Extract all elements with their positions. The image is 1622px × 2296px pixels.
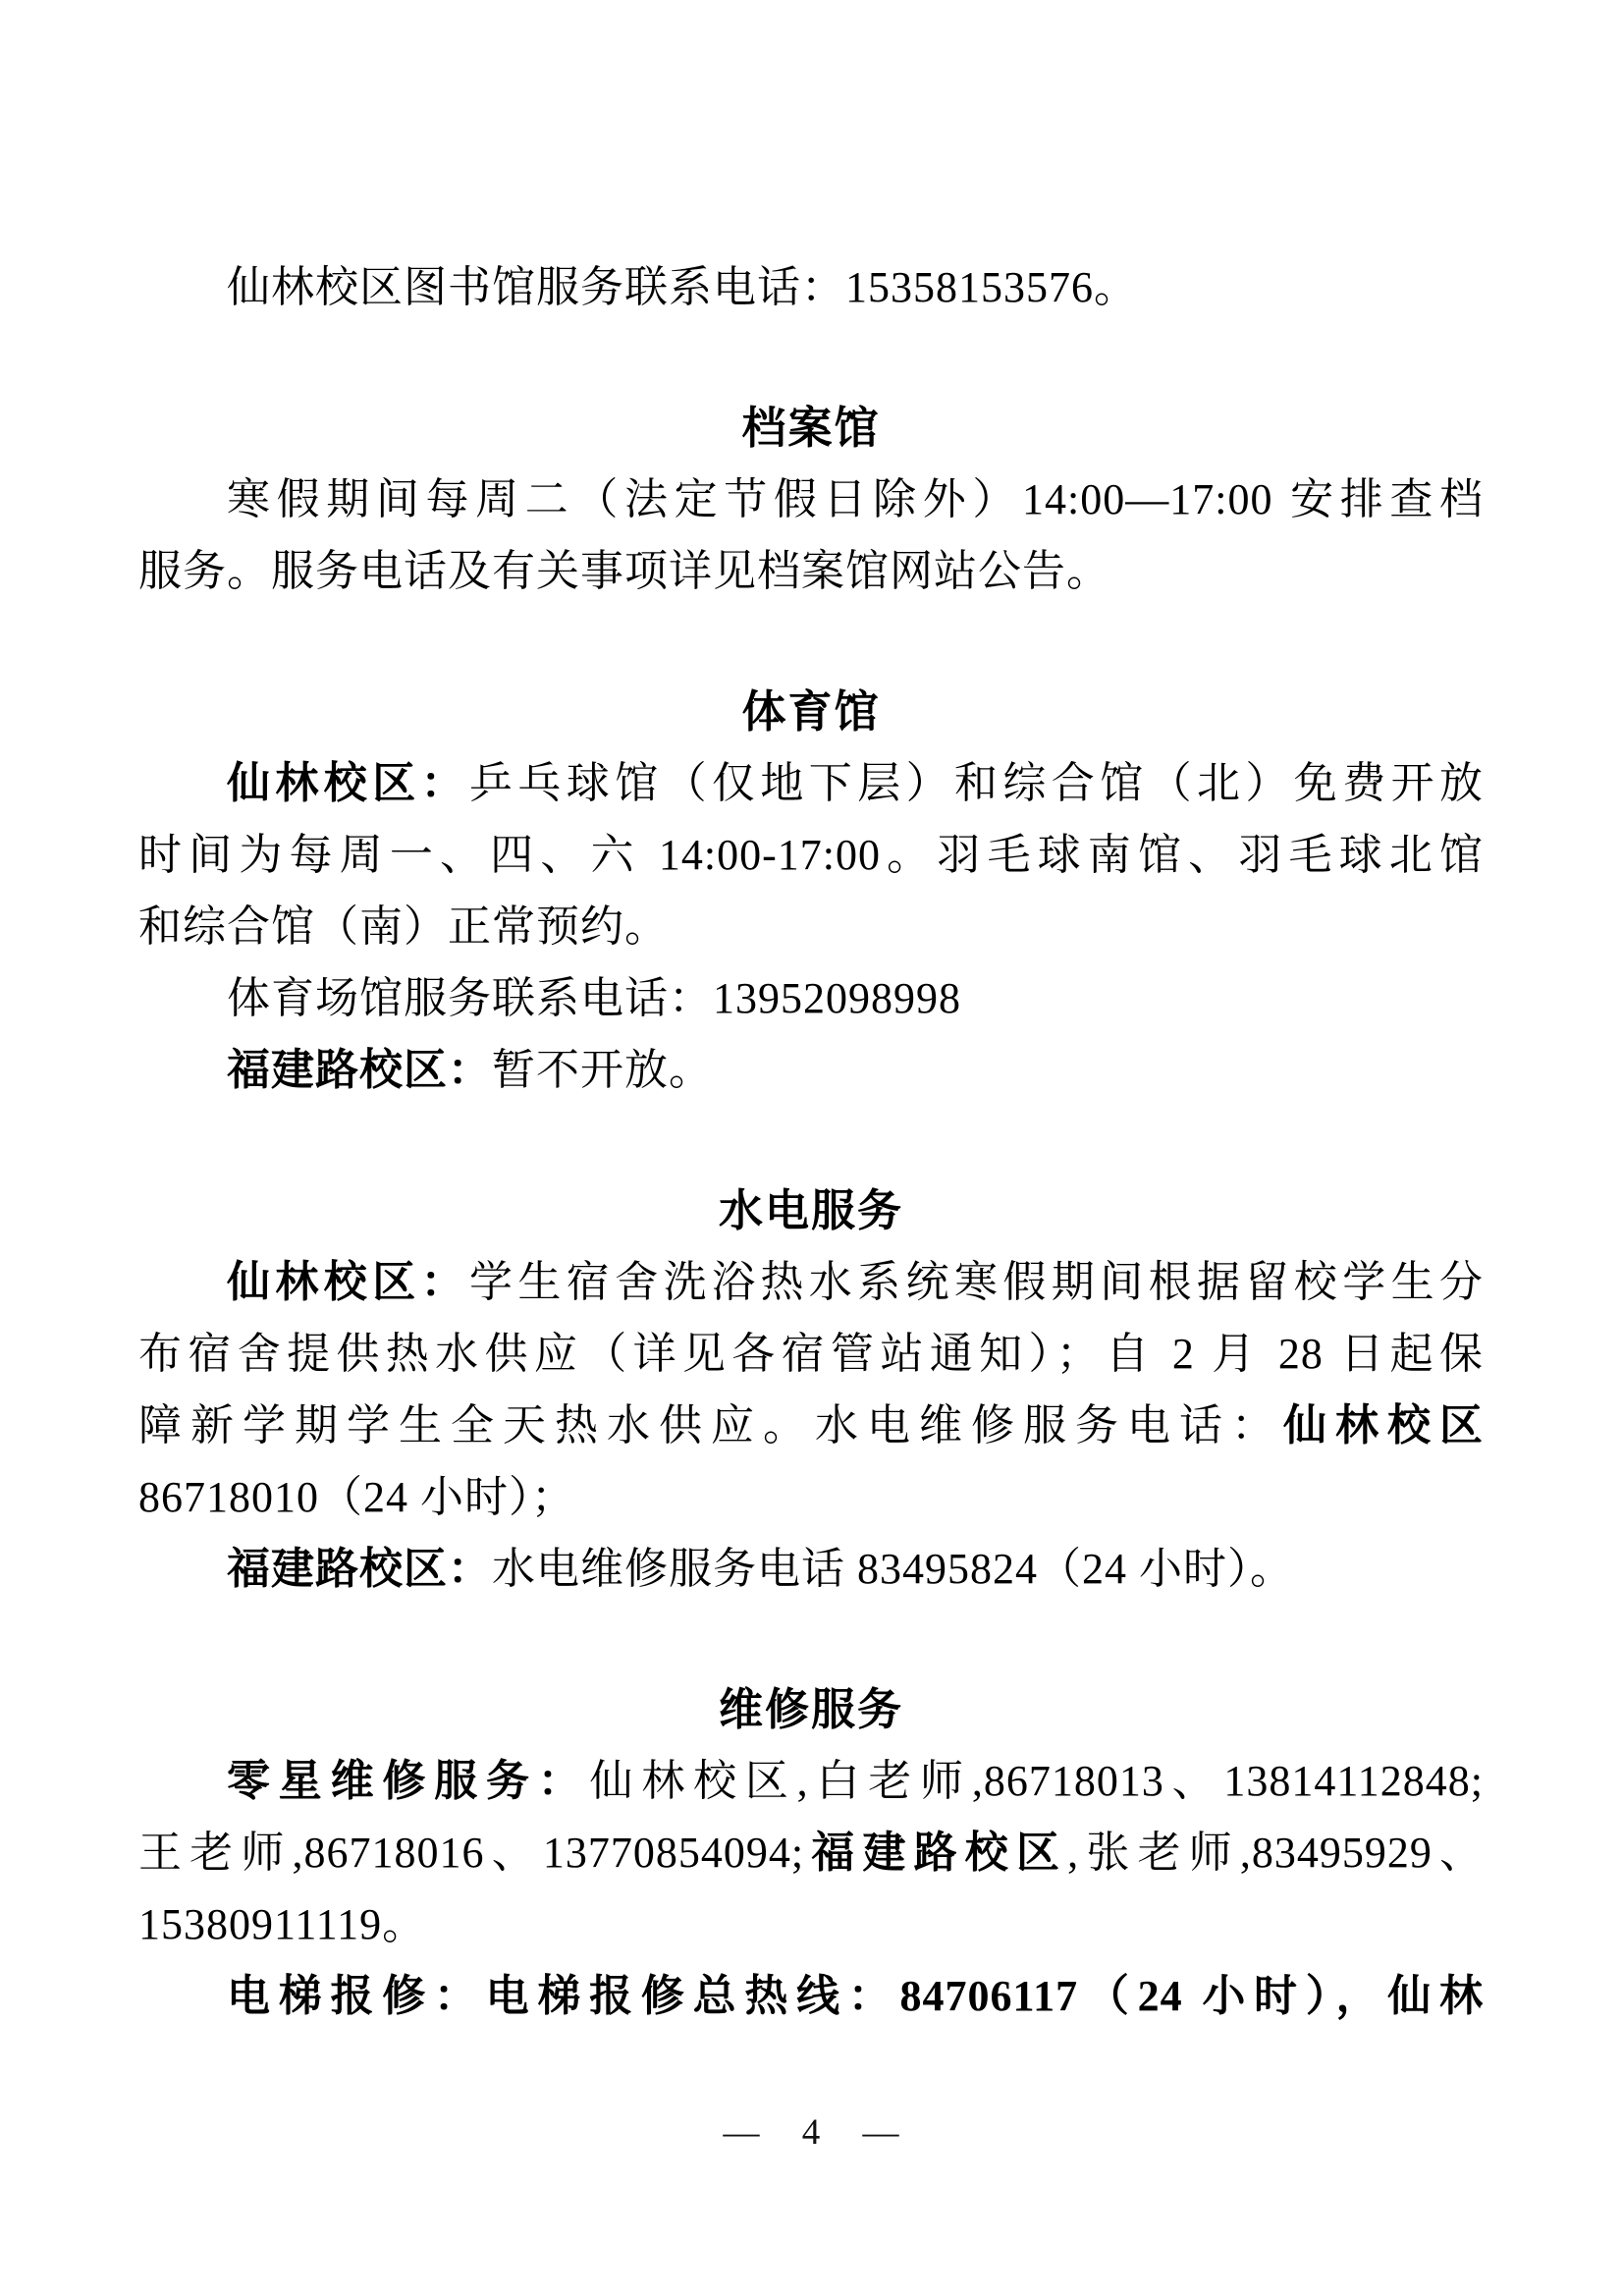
section-heading: 体育馆 [741, 686, 881, 737]
bold-text: 电梯报修： [227, 1972, 486, 2020]
text-line [138, 819, 1484, 891]
body-text: 仙林校区图书馆服务联系电话：15358153576。 [227, 263, 1138, 311]
bold-text: 福建路校区 [804, 1829, 1068, 1877]
body-text: 障新学期学生全天热水供应。水电维修服务电话： [138, 1401, 1283, 1449]
text-line [138, 1246, 1484, 1318]
text-line [138, 1461, 1484, 1533]
bold-text: 福建路校区： [227, 1545, 492, 1593]
body-text: 王老师,86718016、13770854094; [138, 1829, 805, 1877]
text-line [138, 1745, 1484, 1817]
text-line [138, 962, 1484, 1034]
body-text: 学生宿舍洗浴热水系统寒假期间根据留校学生分 [469, 1258, 1484, 1306]
text-line [138, 1888, 1484, 1960]
section-heading: 水电服务 [718, 1185, 903, 1235]
text-line [138, 891, 1484, 962]
text-line [138, 1533, 1484, 1605]
bold-text: 仙林校区： [227, 1258, 469, 1306]
text-line [138, 1817, 1484, 1888]
bold-text: 仙林校区： [227, 759, 469, 807]
bold-text: 电梯报修总热线：84706117（24 小时），仙林 [485, 1972, 1484, 2020]
body-text: 暂不开放。 [492, 1046, 713, 1094]
body-text: 寒假期间每周二（法定节假日除外）14:00—17:00 安排查档 [227, 475, 1484, 523]
body-text: 乒乓球馆（仅地下层）和综合馆（北）免费开放 [469, 759, 1484, 807]
body-text: 布宿舍提供热水供应（详见各宿管站通知）；自 2 月 28 日起保 [138, 1330, 1484, 1378]
text-line [138, 535, 1484, 607]
text-line [138, 1390, 1484, 1461]
body-text: 和综合馆（南）正常预约。 [138, 902, 669, 951]
body-text: 15380911119。 [138, 1900, 427, 1948]
text-line [138, 1318, 1484, 1390]
body-text: 时间为每周一、四、六 14:00-17:00。羽毛球南馆、羽毛球北馆 [138, 831, 1484, 879]
section-heading: 档案馆 [741, 403, 881, 453]
bold-text: 福建路校区： [227, 1046, 492, 1094]
text-line [138, 747, 1484, 819]
body-text: 服务。服务电话及有关事项详见档案馆网站公告。 [138, 547, 1110, 595]
section-heading: 维修服务 [718, 1684, 903, 1734]
page-number: — 4 — [723, 2112, 899, 2153]
body-text: 水电维修服务电话 83495824（24 小时）。 [492, 1545, 1294, 1593]
body-text: 86718010（24 小时）； [138, 1473, 575, 1521]
body-text: 体育场馆服务联系电话：13952098998 [227, 974, 961, 1022]
body-text: ,张老师,83495929、 [1067, 1829, 1485, 1877]
text-line [138, 1034, 1484, 1106]
text-line [138, 1960, 1484, 2032]
bold-text: 零星维修服务： [227, 1757, 590, 1805]
bold-text: 仙林校区 [1283, 1401, 1484, 1449]
text-line [138, 251, 1484, 323]
text-line [138, 464, 1484, 535]
body-text: 仙林校区,白老师,86718013、13814112848; [589, 1757, 1485, 1805]
